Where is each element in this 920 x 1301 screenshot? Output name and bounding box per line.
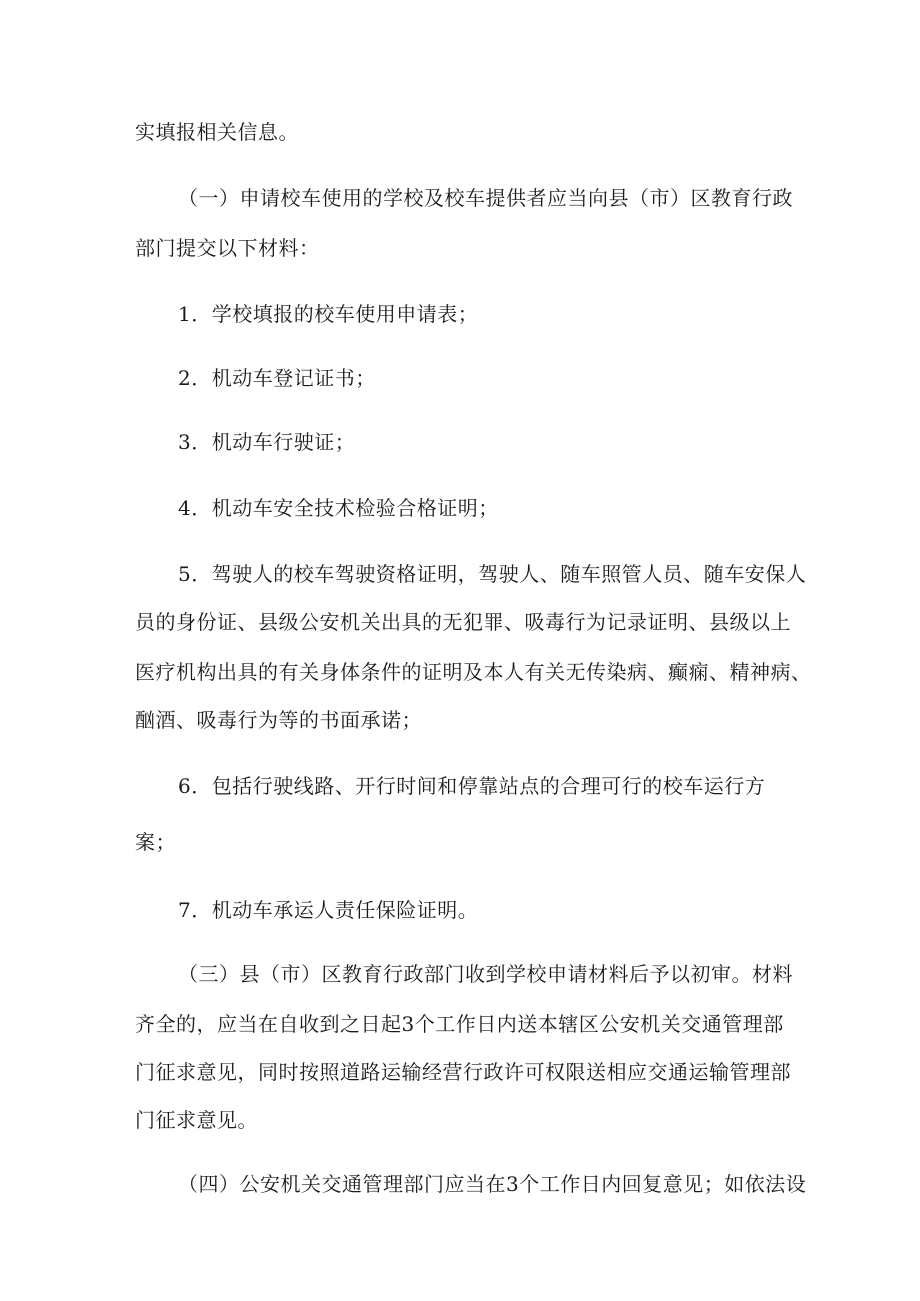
text-line: 4．机动车安全技术检验合格证明； [178, 496, 499, 520]
text-line: 部门提交以下材料： [135, 236, 320, 260]
text-line: 3．机动车行驶证； [178, 430, 356, 454]
text-line: 1．学校填报的校车使用申请表； [178, 302, 479, 326]
text-line: 酗酒、吸毒行为等的书面承诺； [135, 708, 422, 732]
text-line: 案； [135, 830, 176, 854]
text-line: 员的身份证、县级公安机关出具的无犯罪、吸毒行为记录证明、县级以上 [135, 610, 791, 634]
text-line: 实填报相关信息。 [135, 120, 299, 144]
text-line: 5．驾驶人的校车驾驶资格证明，驾驶人、随车照管人员、随车安保人 [178, 562, 807, 586]
text-line: 6．包括行驶线路、开行时间和停靠站点的合理可行的校车运行方 [178, 774, 766, 798]
text-line: 门征求意见，同时按照道路运输经营行政许可权限送相应交通运输管理部 [135, 1060, 791, 1084]
text-line: 2．机动车登记证书； [178, 366, 376, 390]
text-line: 齐全的，应当在自收到之日起3个工作日内送本辖区公安机关交通管理部 [135, 1012, 784, 1036]
text-line: （四）公安机关交通管理部门应当在3个工作日内回复意见；如依法设 [178, 1172, 807, 1196]
text-line: （三）县（市）区教育行政部门收到学校申请材料后予以初审。材料 [178, 962, 793, 986]
text-line: 门征求意见。 [135, 1108, 258, 1132]
text-line: （一）申请校车使用的学校及校车提供者应当向县（市）区教育行政 [178, 186, 793, 210]
text-line: 7．机动车承运人责任保险证明。 [178, 898, 479, 922]
text-line: 医疗机构出具的有关身体条件的证明及本人有关无传染病、癫痫、精神病、 [135, 660, 812, 684]
